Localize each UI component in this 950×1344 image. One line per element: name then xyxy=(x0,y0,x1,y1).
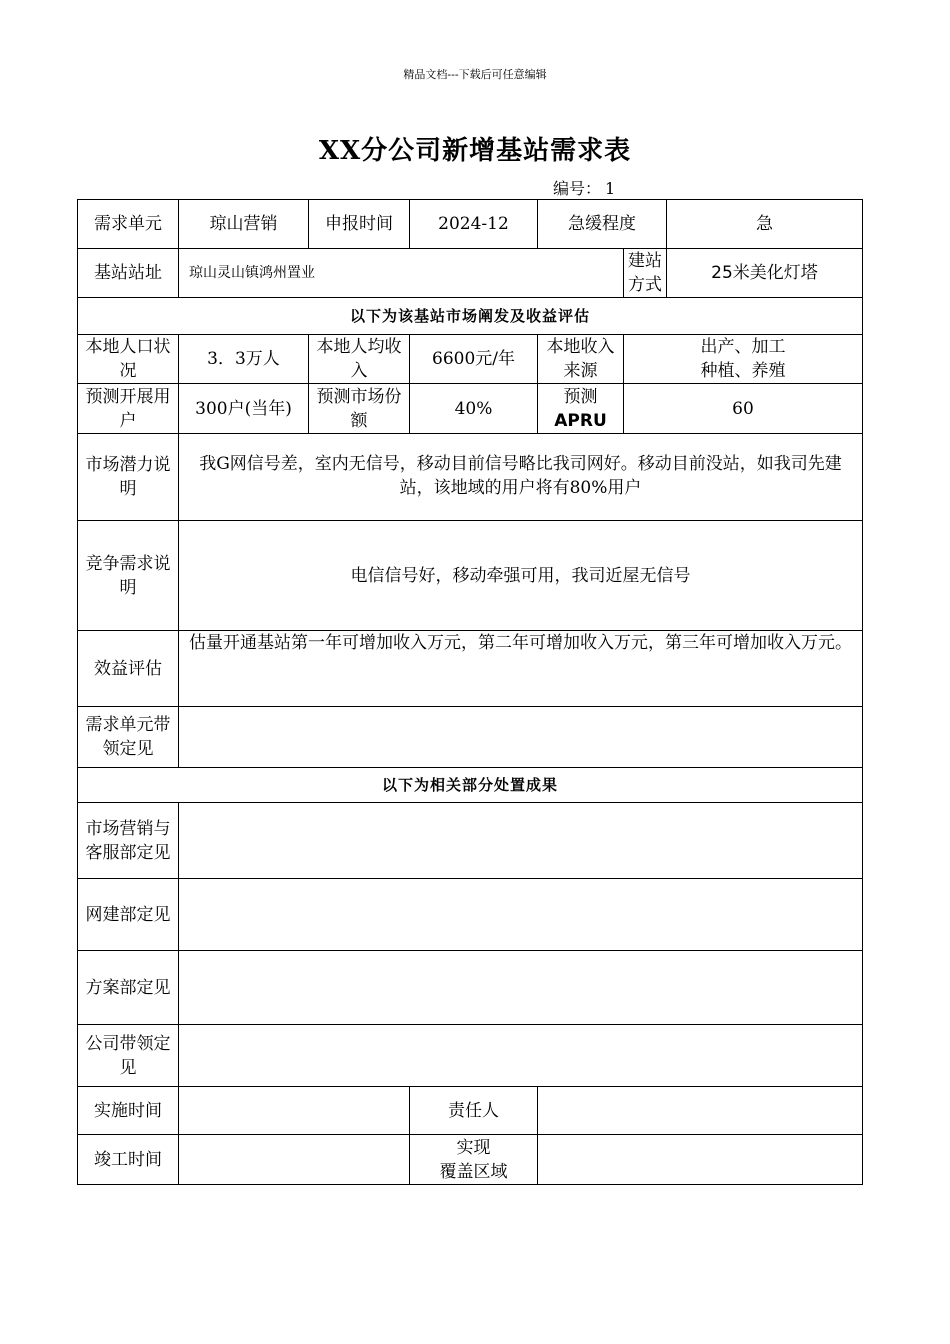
competition-label: 竞争需求说明 xyxy=(78,521,179,631)
row-basic-info xyxy=(78,200,863,249)
demand-form xyxy=(77,199,862,1185)
row-completion xyxy=(78,1135,863,1185)
section-processing-title: 以下为相关部分处置成果 xyxy=(78,768,863,803)
completion-time-value[interactable] xyxy=(179,1135,410,1185)
population-value: 3．3万人 xyxy=(179,335,309,384)
unit-leader-label: 需求单元带领定见 xyxy=(78,707,179,768)
income-label: 本地人均收入 xyxy=(309,335,410,384)
form-number-label: 编号： xyxy=(553,179,602,198)
arpu-label-line1: 预测 xyxy=(563,386,598,407)
header-note: 精品文档---下载后可任意编辑 xyxy=(403,68,547,81)
site-address-value: 琼山灵山镇鸿州置业 xyxy=(179,249,624,298)
urgency-value: 急 xyxy=(667,200,863,249)
row-benefit xyxy=(78,631,863,707)
marketing-dept-label: 市场营销与客服部定见 xyxy=(78,803,179,879)
income-source-line2: 种植、养殖 xyxy=(700,361,786,381)
row-population xyxy=(78,335,863,384)
row-site-info xyxy=(78,249,863,298)
network-dept-value[interactable] xyxy=(179,879,863,951)
benefit-label: 效益评估 xyxy=(78,631,179,707)
plan-dept-value[interactable] xyxy=(179,951,863,1025)
report-time-label: 申报时间 xyxy=(309,200,410,249)
market-potential-value: 我G网信号差，室内无信号，移动目前信号略比我司网好。移动目前没站，如我司先建站，该地域的用户将有80%用户 xyxy=(179,434,863,521)
coverage-area-label xyxy=(410,1135,538,1185)
form-number-value: 1 xyxy=(605,179,616,198)
implement-time-value[interactable] xyxy=(179,1087,410,1135)
market-share-value: 40% xyxy=(410,384,538,434)
demand-unit-value: 琼山营销 xyxy=(179,200,309,249)
page-title: XX分公司新增基站需求表 xyxy=(318,136,632,166)
row-market-potential xyxy=(78,434,863,521)
build-method-value: 25米美化灯塔 xyxy=(667,249,863,298)
income-value: 6600元/年 xyxy=(410,335,538,384)
row-section-market xyxy=(78,298,863,335)
income-source-label: 本地收入来源 xyxy=(538,335,624,384)
responsible-person-label: 责任人 xyxy=(410,1087,538,1135)
benefit-value: 估量开通基站第一年可增加收入万元，第二年可增加收入万元，第三年可增加收入万元。 xyxy=(179,631,863,707)
row-forecast xyxy=(78,384,863,434)
plan-dept-label: 方案部定见 xyxy=(78,951,179,1025)
company-leader-value[interactable] xyxy=(179,1025,863,1087)
report-time-value: 2024-12 xyxy=(410,200,538,249)
urgency-label: 急缓程度 xyxy=(538,200,667,249)
market-share-label: 预测市场份额 xyxy=(309,384,410,434)
row-company-leader xyxy=(78,1025,863,1087)
row-implement xyxy=(78,1087,863,1135)
network-dept-label: 网建部定见 xyxy=(78,879,179,951)
demand-unit-label: 需求单元 xyxy=(78,200,179,249)
completion-time-label: 竣工时间 xyxy=(78,1135,179,1185)
row-unit-leader xyxy=(78,707,863,768)
row-marketing-dept xyxy=(78,803,863,879)
market-potential-label: 市场潜力说明 xyxy=(78,434,179,521)
forecast-users-label: 预测开展用户 xyxy=(78,384,179,434)
marketing-dept-value[interactable] xyxy=(179,803,863,879)
responsible-person-value[interactable] xyxy=(538,1087,863,1135)
site-address-label: 基站站址 xyxy=(78,249,179,298)
coverage-area-value[interactable] xyxy=(538,1135,863,1185)
row-network-dept xyxy=(78,879,863,951)
income-source-line1: 出产、加工 xyxy=(700,337,786,357)
section-market-title: 以下为该基站市场阐发及收益评估 xyxy=(78,298,863,335)
demand-table xyxy=(77,199,863,1185)
forecast-users-value: 300户(当年) xyxy=(179,384,309,434)
row-competition xyxy=(78,521,863,631)
row-plan-dept xyxy=(78,951,863,1025)
build-method-label: 建站方式 xyxy=(624,249,667,298)
arpu-value: 60 xyxy=(624,384,863,434)
arpu-label xyxy=(538,384,624,434)
population-label: 本地人口状况 xyxy=(78,335,179,384)
company-leader-label: 公司带领定见 xyxy=(78,1025,179,1087)
arpu-label-line2: APRU xyxy=(554,410,607,431)
unit-leader-value[interactable] xyxy=(179,707,863,768)
coverage-area-line2: 覆盖区域 xyxy=(439,1161,508,1182)
form-number xyxy=(549,176,615,199)
coverage-area-line1: 实现 xyxy=(456,1137,491,1158)
competition-value: 电信信号好，移动牵强可用，我司近屋无信号 xyxy=(179,521,863,631)
income-source-value xyxy=(624,335,863,384)
implement-time-label: 实施时间 xyxy=(78,1087,179,1135)
row-section-processing xyxy=(78,768,863,803)
